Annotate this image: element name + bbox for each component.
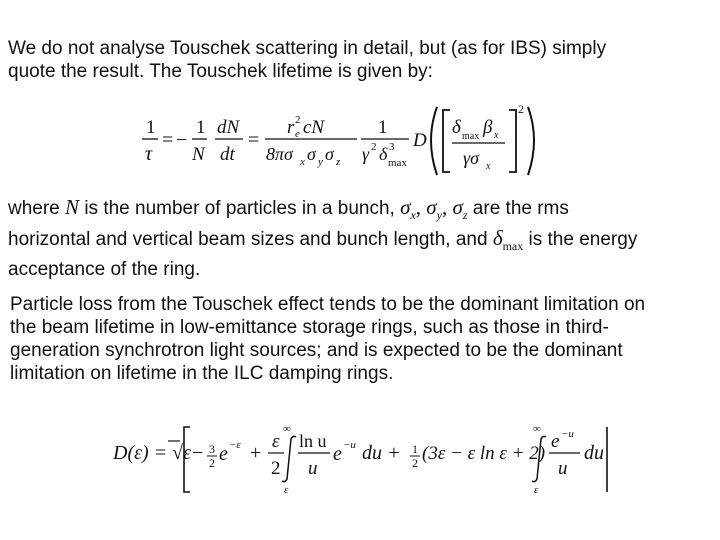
eq1-right-bracket	[509, 110, 516, 172]
where-line2-b: is the energy	[523, 229, 638, 250]
eq2-e3-exp: −u	[561, 428, 574, 440]
eq2-minus: −	[192, 442, 204, 464]
eq1-minus: −	[176, 129, 188, 151]
eq1-num-r: r	[287, 117, 295, 138]
eq2-half-num: 1	[412, 442, 418, 456]
eq2-eps-num: ε	[272, 431, 280, 452]
eq1-dN: dN	[217, 117, 240, 138]
eq1-den-sz: z	[336, 156, 341, 168]
eq2-u-den-1: u	[308, 458, 318, 479]
intro-line-1: We do not analyse Touschek scattering in detail, but (as for IBS) simply	[8, 38, 607, 59]
loss-line-4: limitation on lifetime in the ILC damping rings.	[10, 363, 394, 384]
eq1-num-sub: e	[295, 128, 300, 140]
eq2-eps-den: 2	[271, 458, 281, 479]
where-line2-a: horizontal and vertical beam sizes and bunch length, and	[8, 229, 493, 250]
eq1-left-bracket	[443, 110, 450, 172]
eq1-inner-den: γσ	[463, 148, 479, 168]
eq1-left-paren	[431, 107, 437, 175]
eq2-two-den: 2	[209, 456, 215, 470]
eq1-dt: dt	[220, 144, 235, 165]
d-function-equation	[0, 415, 720, 515]
where-delta-max: δ	[492, 226, 503, 250]
where-text-a: where	[8, 198, 66, 219]
where-sigma-x-sub: x	[410, 208, 416, 222]
eq1-one-c: 1	[378, 117, 388, 138]
touschek-lifetime-equation	[0, 0, 720, 190]
eq1-gamma-sup: 2	[371, 141, 377, 153]
where-sigma-z: σ	[452, 195, 463, 219]
eq2-e2-exp: −u	[343, 439, 356, 451]
loss-paragraph	[10, 293, 710, 385]
eq1-D: D	[413, 130, 427, 151]
eq2-inf-1: ∞	[283, 423, 291, 435]
loss-line-2: the beam lifetime in low-emittance storage rings, such as those in third-	[10, 317, 609, 338]
eq1-equals-1: =	[162, 129, 174, 151]
eq1-delta: δ	[379, 144, 388, 164]
eq1-den: 8πσ	[266, 144, 293, 164]
eq1-inner-den-sub: x	[486, 161, 491, 172]
eq1-sq: 2	[518, 102, 524, 116]
eq1-den-sy: y	[318, 156, 323, 168]
eq2-du-2: du	[584, 442, 604, 464]
eq1-equals-2: =	[248, 129, 260, 151]
where-sigma-z-sub: z	[462, 208, 468, 222]
eq2-three: 3	[209, 442, 215, 456]
eq1-inner-beta: β	[483, 117, 493, 138]
intro-line-2: quote the result. The Touschek lifetime is given by:	[8, 61, 433, 82]
eq2-inf-2: ∞	[533, 423, 541, 435]
eq1-delta-sub: max	[388, 157, 407, 169]
eq2-du-plus: du +	[362, 442, 401, 464]
eq2-plus-1: +	[250, 442, 262, 464]
eq2-lhs: D(ε) = √ε	[113, 442, 191, 464]
eq2-integral-1	[282, 436, 296, 481]
where-text-c: are the rms	[467, 198, 569, 219]
loss-line-3: generation synchrotron light sources; and is expected to be the dominant	[10, 340, 623, 361]
where-paragraph	[8, 196, 708, 281]
where-sigma-x: σ	[400, 195, 411, 219]
eq2-lower-2: ε	[534, 484, 539, 496]
eq1-den-sx: x	[300, 156, 305, 168]
eq1-N: N	[192, 144, 205, 165]
eq2-half-den: 2	[412, 456, 418, 470]
eq1-gamma: γ	[362, 144, 370, 164]
eq2-e3: e	[551, 431, 560, 452]
eq2-e1-exp: −ε	[229, 439, 241, 451]
eq1-inner-delta: δ	[452, 117, 461, 138]
eq1-inner-bx: x	[494, 130, 499, 141]
eq1-den-sig-z: σ	[325, 144, 334, 164]
eq1-one: 1	[146, 117, 156, 138]
eq2-e2: e	[333, 443, 342, 465]
where-comma-1: ,	[415, 195, 427, 219]
eq1-inner-max: max	[462, 131, 480, 142]
eq1-delta-sup: 3	[389, 141, 395, 153]
eq2-u-den-2: u	[558, 458, 568, 479]
eq1-num-sup: 2	[295, 114, 301, 126]
where-line-3: acceptance of the ring.	[8, 259, 201, 280]
where-text-b: is the number of particles in a bunch,	[79, 198, 401, 219]
where-sigma-y-sub: y	[436, 208, 442, 222]
eq2-e1: e	[219, 443, 228, 465]
where-line-2	[8, 227, 708, 258]
loss-line-1: Particle loss from the Touschek effect tends to be the dominant limitation on	[10, 294, 646, 315]
eq2-paren: (3ε − ε ln ε + 2)	[422, 443, 546, 464]
where-sigma-y: σ	[426, 195, 437, 219]
eq1-num-rest: cN	[303, 117, 325, 138]
where-line-1	[8, 196, 708, 227]
eq1-tau: τ	[145, 143, 153, 165]
eq1-den-sig-y: σ	[307, 144, 316, 164]
eq2-lower-1: ε	[284, 484, 289, 496]
where-delta-max-sub: max	[502, 239, 524, 253]
where-N: N	[65, 195, 80, 219]
eq2-lnu: ln u	[299, 431, 327, 451]
eq1-right-paren	[528, 107, 534, 175]
eq1-one-b: 1	[196, 117, 206, 138]
where-comma-2: ,	[441, 195, 453, 219]
